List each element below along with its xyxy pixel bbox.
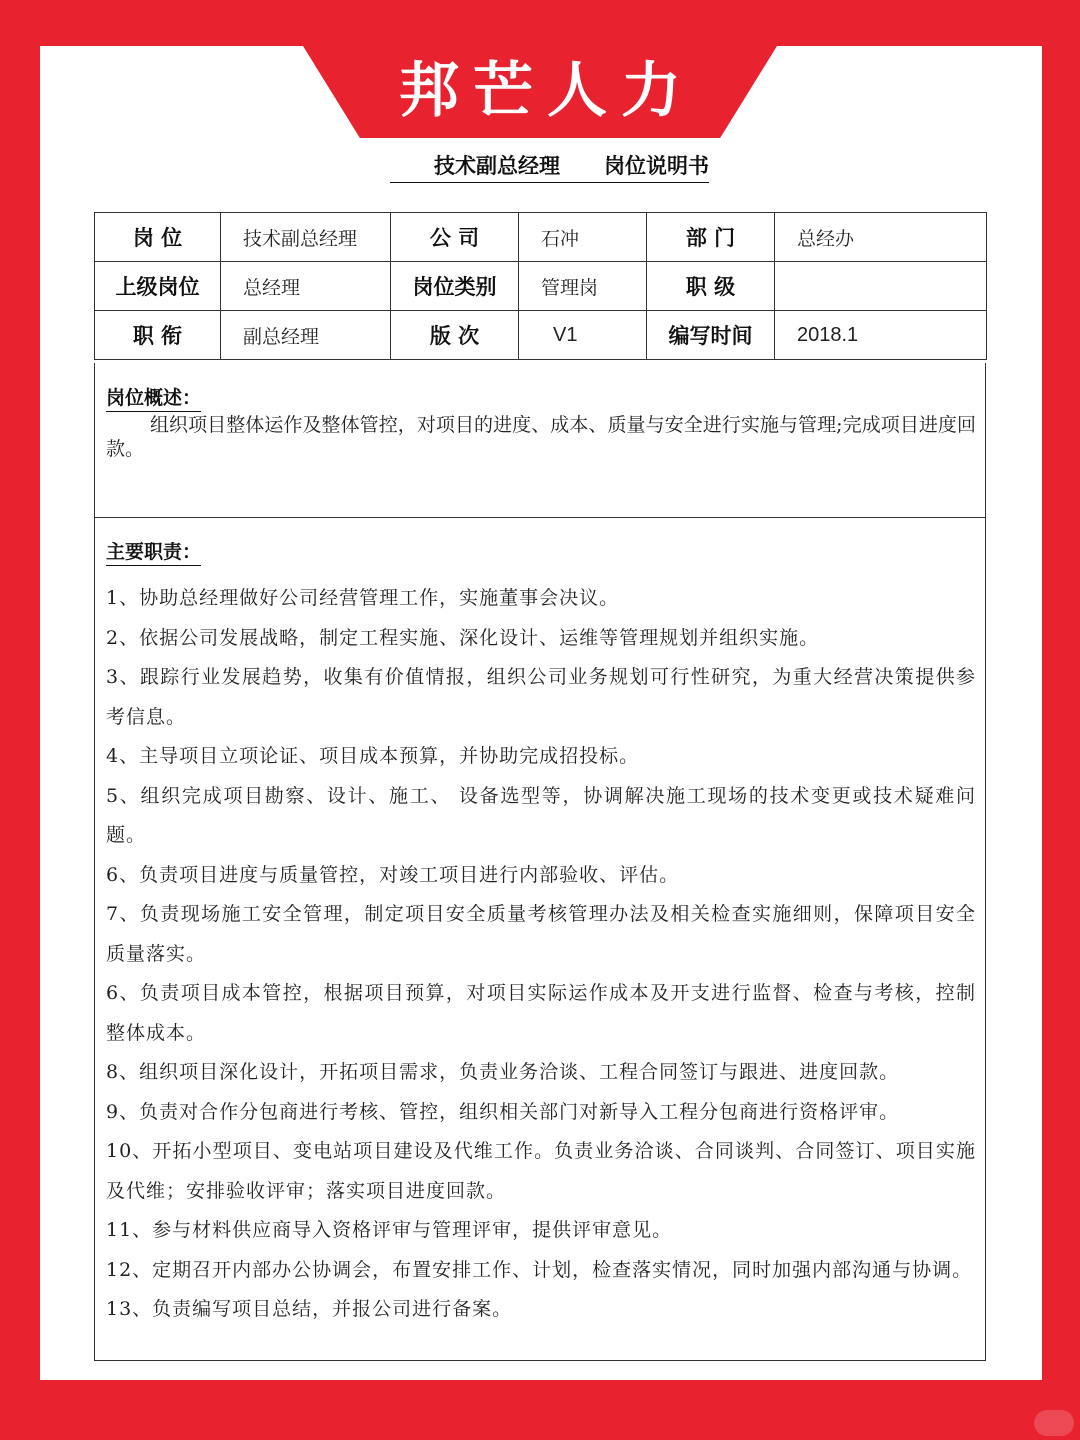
value-department: 总经办 xyxy=(775,213,987,262)
duty-item: 6、负责项目进度与质量管控，对竣工项目进行内部验收、评估。 xyxy=(106,863,680,886)
watermark-badge xyxy=(1034,1410,1074,1436)
label-written-date: 编写时间 xyxy=(647,311,775,360)
duty-item: 8、组织项目深化设计，开拓项目需求，负责业务洽谈、工程合同签订与跟进、进度回款。 xyxy=(106,1061,900,1083)
duty-item: 11、参与材料供应商导入资格评审与管理评审，提供评审意见。 xyxy=(106,1219,673,1241)
value-rank xyxy=(775,262,987,311)
duty-item: 5、组织完成项目勘察、设计、施工、 设备选型等，协调解决施工现场的技术变更或技术疑难问题。 xyxy=(106,784,976,846)
value-position: 技术副总经理 xyxy=(221,213,391,262)
duties-title: 主要职责： xyxy=(106,537,201,566)
label-department: 部 门 xyxy=(647,213,775,262)
document-title xyxy=(390,150,790,182)
value-company: 石冲 xyxy=(519,213,647,262)
duties-section xyxy=(94,517,986,1361)
label-company: 公 司 xyxy=(391,213,519,262)
duty-item: 10、开拓小型项目、变电站项目建设及代维工作。负责业务洽谈、合同谈判、合同签订、项目实施及代维；安排验收评审；落实项目进度回款。 xyxy=(106,1140,976,1202)
duty-item: 9、负责对合作分包商进行考核、管控，组织相关部门对新导入工程分包商进行资格评审。 xyxy=(106,1100,900,1123)
duty-item: 1、协助总经理做好公司经营管理工作，实施董事会决议。 xyxy=(106,587,620,609)
info-row-2 xyxy=(95,262,987,311)
value-written-date: 2018.1 xyxy=(775,311,987,360)
overview-section xyxy=(94,363,986,518)
brand-logo-text: 邦芒人力 xyxy=(399,56,695,126)
duty-item: 12、定期召开内部办公协调会，布置安排工作、计划，检查落实情况，同时加强内部沟通与协调。 xyxy=(106,1258,973,1281)
duty-item: 6、负责项目成本管控，根据项目预算，对项目实际运作成本及开支进行监督、检查与考核，控制整体成本。 xyxy=(106,982,976,1044)
info-row-1 xyxy=(95,213,987,262)
duty-list xyxy=(106,579,976,1330)
overview-text: 组织项目整体运作及整体管控，对项目的进度、成本、质量与安全进行实施与管理;完成项目进度回款。 xyxy=(106,414,976,460)
overview-title: 岗位概述： xyxy=(106,383,201,412)
duty-item: 13、负责编写项目总结，并报公司进行备案。 xyxy=(106,1298,513,1320)
label-category: 岗位类别 xyxy=(391,262,519,311)
value-title: 副总经理 xyxy=(221,311,391,360)
duty-item: 3、跟踪行业发展趋势，收集有价值情报，组织公司业务规划可行性研究，为重大经营决策提供参考信息。 xyxy=(106,666,976,728)
value-superior: 总经理 xyxy=(221,262,391,311)
label-position: 岗 位 xyxy=(95,213,221,262)
info-row-3 xyxy=(95,311,987,360)
title-suffix: 岗位说明书 xyxy=(604,150,709,183)
value-category: 管理岗 xyxy=(519,262,647,311)
duty-item: 7、负责现场施工安全管理，制定项目安全质量考核管理办法及相关检查实施细则，保障项目安全质量落实。 xyxy=(106,903,976,965)
label-superior: 上级岗位 xyxy=(95,262,221,311)
position-name-underlined: 技术副总经理 xyxy=(390,150,604,183)
value-version: V1 xyxy=(519,311,647,360)
duty-item: 4、主导项目立项论证、项目成本预算，并协助完成招投标。 xyxy=(106,745,640,767)
label-title: 职 衔 xyxy=(95,311,221,360)
position-info-table xyxy=(94,212,987,360)
label-version: 版 次 xyxy=(391,311,519,360)
label-rank: 职 级 xyxy=(647,262,775,311)
duty-item: 2、依据公司发展战略，制定工程实施、深化设计、运维等管理规划并组织实施。 xyxy=(106,626,820,649)
